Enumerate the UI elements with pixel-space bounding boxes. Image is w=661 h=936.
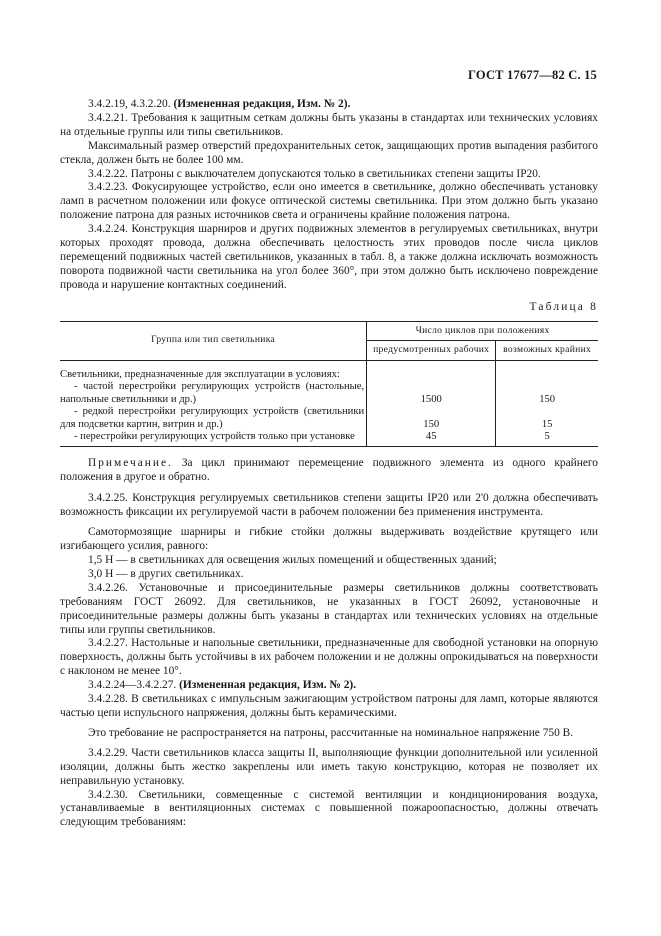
- table-row: [60, 431, 598, 446]
- paragraph-3-4-2-24: 3.4.2.24. Конструкция шарниров и других подвижных элементов в регулируемых светильниках, внутри которых проходят провода, должна обеспечивать целостность этих проводов после числа циклов перемещений подвижных частей светильников, указанных в табл. 8, а также должна исключать возможность поворота подвижной части светильника на угол более 360°, при этом должно быть исключено повреждение провода и нарушение контактных соединений.: [60, 223, 598, 291]
- table-cell-extreme: [496, 360, 598, 381]
- document-body: [60, 98, 598, 830]
- paragraph-3-4-2-27: 3.4.2.27. Настольные и напольные светильники, предназначенные для свободной установки на опорную поверхность, должны быть устойчивы в их рабочем положении и не должны опрокидываться на поверхности с наклоном не менее 10°.: [60, 637, 598, 678]
- table-note: Примечание. За цикл принимают перемещение подвижного элемента из одного крайнего положения в другое и обратно.: [60, 456, 598, 483]
- table-cell-group: - редкой перестройки регулирующих устройств (светильники для подсветки картин, витрин и др.): [60, 406, 365, 430]
- table-row: [60, 406, 598, 431]
- paragraph-self-locking: Самотормозящие шарниры и гибкие стойки должны выдерживать воздействие крутящего или изгибающего усилия, равного:: [60, 526, 598, 553]
- table-cell-work: [367, 360, 496, 381]
- table-cell-work: 1500: [367, 381, 496, 406]
- paragraph-3-4-2-30: 3.4.2.30. Светильники, совмещенные с системой вентиляции и кондиционирования воздуха, устанавливаемые в вентиляционных системах с повышенной пожароопасностью, должны отвечать следующим требованиям:: [60, 788, 598, 829]
- table-cell-group: - перестройки регулирующих устройств только при установке: [60, 431, 367, 446]
- table-header-cycles: Число циклов при положениях: [367, 321, 598, 341]
- table-cell-work: 150: [367, 406, 496, 431]
- paragraph-3-4-2-29: 3.4.2.29. Части светильников класса защиты II, выполняющие функции дополнительной или усиленной изоляции, должны быть жестко закреплены или иметь такую конструкцию, которая не позволяет их неправильную установку.: [60, 746, 598, 787]
- table-header-extreme: возможных крайних: [496, 341, 598, 361]
- paragraph-3-4-2-22: 3.4.2.22. Патроны с выключателем допускаются только в светильниках степени защиты IP20.: [88, 167, 541, 180]
- table-cell-extreme: 5: [496, 431, 598, 446]
- paragraph-750v: Это требование не распространяется на патроны, рассчитанные на номинальное напряжение 750 В.: [88, 726, 574, 739]
- paragraph-3-4-2-23: 3.4.2.23. Фокусирующее устройство, если оно имеется в светильнике, должно обеспечивать установку ламп в расчетном положении или фокусе оптической системы светильника. При этом должно быть указано положение патрона для разных источников света и ограничены крайние положения патрона.: [60, 181, 598, 222]
- paragraph-3-4-2-19: 3.4.2.19, 4.3.2.20. (Измененная редакция, Изм. № 2).: [88, 98, 351, 110]
- paragraph-force-3-0: 3,0 Н — в других светильниках.: [88, 567, 244, 580]
- paragraph-3-4-2-28: 3.4.2.28. В светильниках с импульсным зажигающим устройством патроны для ламп, которые являются частью цепи испульсного напряжения, должны быть керамическими.: [60, 693, 598, 719]
- table-cell-group: Светильники, предназначенные для эксплуатации в условиях:: [60, 368, 340, 380]
- table-title: Таблица 8: [529, 300, 598, 313]
- paragraph-3-4-2-24-27: 3.4.2.24—3.4.2.27. (Измененная редакция, Изм. № 2).: [88, 679, 357, 692]
- table-header-work: предусмотренных рабочих: [367, 341, 496, 361]
- table-row: [60, 360, 598, 381]
- page-header: ГОСТ 17677—82 С. 15: [468, 68, 597, 82]
- paragraph-sieve-size: Максимальный размер отверстий предохранительных сеток, защищающих против выпадения разбитого стекла, должен быть не более 100 мм.: [60, 139, 598, 166]
- table-8: [60, 321, 598, 447]
- table-row: [60, 381, 598, 406]
- paragraph-3-4-2-26: 3.4.2.26. Установочные и присоединительные размеры светильников должны соответствовать требованиям ГОСТ 26092. Для светильников, не указанных в ГОСТ 26092, установочные и присоединительные размеры должны быть указаны в стандартах или технических условиях на отдельные типы или группы светильников.: [60, 581, 598, 636]
- table-cell-extreme: 150: [496, 381, 598, 406]
- table-cell-group: - частой перестройки регулирующих устройств (настольные, напольные светильники и др.): [60, 381, 365, 405]
- table-header-group: Группа или тип светильника: [60, 321, 367, 360]
- paragraph-3-4-2-25: 3.4.2.25. Конструкция регулируемых светильников степени защиты IP20 или 2'0 должна обеспечивать возможность фиксации их регулируемой части в рабочем положении без применения инструмента.: [60, 492, 598, 519]
- paragraph-3-4-2-21: 3.4.2.21. Требования к защитным сеткам должны быть указаны в стандартах или технических условиях на отдельные группы или типы светильников.: [60, 111, 598, 138]
- table-cell-extreme: 15: [496, 406, 598, 431]
- table-cell-work: 45: [367, 431, 496, 446]
- paragraph-force-1-5: 1,5 Н — в светильниках для освещения жилых помещений и общественных зданий;: [88, 554, 497, 567]
